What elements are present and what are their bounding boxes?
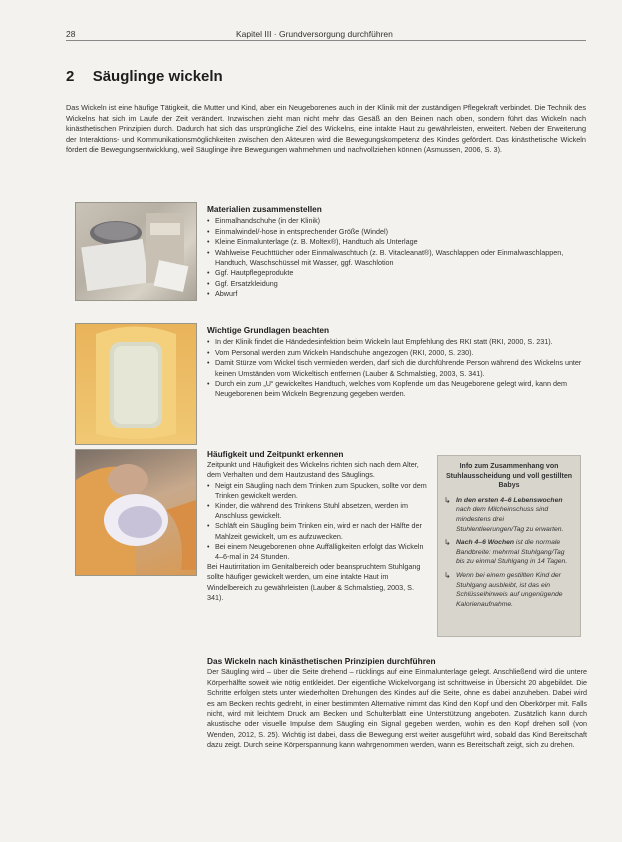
- frequency-outro: Bei Hautirritation im Genitalbereich oder beanspruchtem Stuhlgang sollte häufiger gewickelt werden, um eine intakte Haut im Windelbereich zu gewährleisten (Lauber & Schmalstieg, 2003, S. 341).: [207, 562, 421, 602]
- list-item: • Damit Stürze vom Wickel tisch vermieden werden, darf sich die durchführende Person während des Wickelns unter keinen Umständen vom Wickeltisch entfernen (Lauber & Schmalstieg, 2003, S. 341).: [207, 358, 587, 379]
- list-item: • Wahlweise Feuchttücher oder Einmalwaschtuch (z. B. Vitacleanat®), Waschlappen oder Einmalwaschlappen, Handtuch, Waschschüssel mit Wasser, ggf. Waschlotion: [207, 248, 587, 269]
- baby-photo: [75, 449, 197, 576]
- list-item: • Vom Personal werden zum Wickeln Handschuhe angezogen (RKI, 2000, S. 230).: [207, 348, 587, 358]
- header-rule: [66, 40, 586, 41]
- arrow-icon: ↳: [444, 495, 451, 505]
- kinaesthetic-text: Der Säugling wird – über die Seite drehend – rücklings auf eine Einmalunterlage gelegt. Anschließend wird die untere Körperhälfte soweit wie nötig entkleidet. Der eigentliche Wickelvorgang ist schrittweise in Übersicht 20 abgebildet. Die Schritte erfolgen stets unter wiederholten Drehungen des Kindes auf die Seite, ohne es dabei anzuheben. Dabei wird es am Becken rechts gedreht, in einer bestimmten Alternative nimmt das Kind den Kopf und den Oberkörper mit. Falls nicht, wird mit leichtem Druck am Becken und Schulterblatt eine Unterstützung angeboten. Zusätzlich kann durch akustische oder visuelle Impulse dem Säugling ein Signal gegeben werden, wohin es den Kopf drehen soll (von Wenden, 2012, S. 25). Wichtig ist dabei, dass die Bewegung erst weiter ausgeführt wird, sobald das Kind Bereitschaft dazu zeigt. Durch seine Körperspannung kann wahrgenommen werden, wann es Bereitschaft zeigt, sich zu drehen.: [207, 667, 587, 750]
- materials-title: Materialien zusammenstellen: [207, 204, 322, 214]
- list-item: • Kinder, die während des Trinkens Stuhl absetzen, werden im Anschluss gewickelt.: [207, 501, 432, 521]
- section-number: 2: [66, 68, 75, 85]
- frequency-intro: Zeitpunkt und Häufigkeit des Wickelns richten sich nach dem Alter, dem Verhalten und dem Hautzustand des Säuglings.: [207, 460, 419, 480]
- basics-list: [207, 337, 587, 399]
- list-item: • Bei einem Neugeborenen ohne Auffälligkeiten erfolgt das Wickeln 4–6-mal in 24 Stunden.: [207, 542, 432, 562]
- list-item: • Schläft ein Säugling beim Trinken ein, wird er nach der Hälfte der Mahlzeit gewickelt, um es aufzuwecken.: [207, 521, 432, 541]
- info-item-bold: In den ersten 4–6 Lebenswochen: [456, 496, 563, 504]
- materials-photo-illustration: [76, 203, 196, 300]
- basics-section: [207, 325, 587, 400]
- list-item: • Einmalhandschuhe (in der Klinik): [207, 216, 587, 226]
- info-item-text: nach dem Milcheinschuss sind mindestens drei Stuhlentleerungen/Tag zu erwarten.: [456, 506, 564, 533]
- list-item: • In der Klinik findet die Händedesinfektion beim Wickeln laut Empfehlung des RKI statt (RKI, 2000, S. 231).: [207, 337, 587, 347]
- info-item: [438, 496, 580, 538]
- arrow-icon: ↳: [444, 570, 451, 580]
- list-item: • Ggf. Hautpflegeprodukte: [207, 268, 587, 278]
- list-item: • Durch ein zum „U“ gewickeltes Handtuch, welches vom Kopfende um das Neugeborene gelegt wird, kann dem Neugeborenen beim Wickeln Begrenzung gegeben werden.: [207, 379, 587, 400]
- baby-photo-illustration: [76, 450, 196, 575]
- list-item: • Einmalwindel/-hose in entsprechender Größe (Windel): [207, 227, 587, 237]
- info-item: [438, 538, 580, 571]
- frequency-list: [207, 481, 432, 563]
- info-box: [437, 455, 581, 637]
- running-title: Kapitel III · Grundversorgung durchführen: [236, 29, 393, 39]
- kinaesthetic-title: Das Wickeln nach kinästhetischen Prinzipien durchführen: [207, 656, 436, 666]
- materials-section: [207, 204, 587, 300]
- info-item-text: Wenn bei einem gestillten Kind der Stuhlgang ausbleibt, ist das ein Schlüsselhinweis auf ungenügende Kalorienaufnahme.: [456, 571, 563, 608]
- kinaesthetic-section: [207, 656, 587, 751]
- materials-photo: [75, 202, 197, 301]
- towel-photo: [75, 323, 197, 445]
- frequency-section: [207, 449, 432, 603]
- list-item: • Abwurf: [207, 289, 587, 299]
- intro-paragraph: Das Wickeln ist eine häufige Tätigkeit, die Mutter und Kind, aber ein Neugeborenes auch in der Klinik mit der zuständigen Pflegekraft verbindet. Die Technik des Wickelns hat sich im Laufe der Zeit verändert. Inzwischen zieht man nicht mehr das Gesäß an den Beinen nach oben, sondern führt das Wickeln nach kinästhetischen Prinzipien durch. Dadurch hat sich das ursprüngliche Ziel des Wickelns, eine intakte Haut zu gewährleisten, erweitert. Neben der Erweiterung der Interaktions- und Kommunikationsmöglichkeiten zwischen den Akteuren wird die Bewegungskompetenz des Kindes gefördert. Das kinästhetische Wickeln fördert die Bewegungsentwicklung, weil Säuglinge ihre Bewegungen wahrnehmen und nachvollziehen können (Asmussen, 2006, S. 3).: [66, 103, 586, 155]
- materials-list: [207, 216, 587, 299]
- info-item: [438, 571, 580, 613]
- info-box-title: Info zum Zusammenhang von Stuhlausscheidung und voll gestillten Babys: [445, 463, 572, 490]
- page-number: 28: [66, 29, 76, 39]
- basics-title: Wichtige Grundlagen beachten: [207, 325, 330, 335]
- info-item-bold: Nach 4–6 Wochen: [456, 539, 515, 547]
- frequency-title: Häufigkeit und Zeitpunkt erkennen: [207, 449, 344, 459]
- section-title: Säuglinge wickeln: [92, 68, 223, 85]
- list-item: • Ggf. Ersatzkleidung: [207, 279, 587, 289]
- list-item: • Kleine Einmalunterlage (z. B. Moltex®), Handtuch als Unterlage: [207, 237, 587, 247]
- arrow-icon: ↳: [444, 538, 451, 548]
- info-item-text: ist die normale Bandbreite: mehrmal Stuhlgang/Tag bis zu einmal Stuhlgang in 14 Tagen.: [456, 539, 568, 566]
- towel-photo-illustration: [76, 324, 196, 444]
- section-heading: [66, 68, 223, 85]
- list-item: • Neigt ein Säugling nach dem Trinken zum Spucken, sollte vor dem Trinken gewickelt werden.: [207, 481, 432, 501]
